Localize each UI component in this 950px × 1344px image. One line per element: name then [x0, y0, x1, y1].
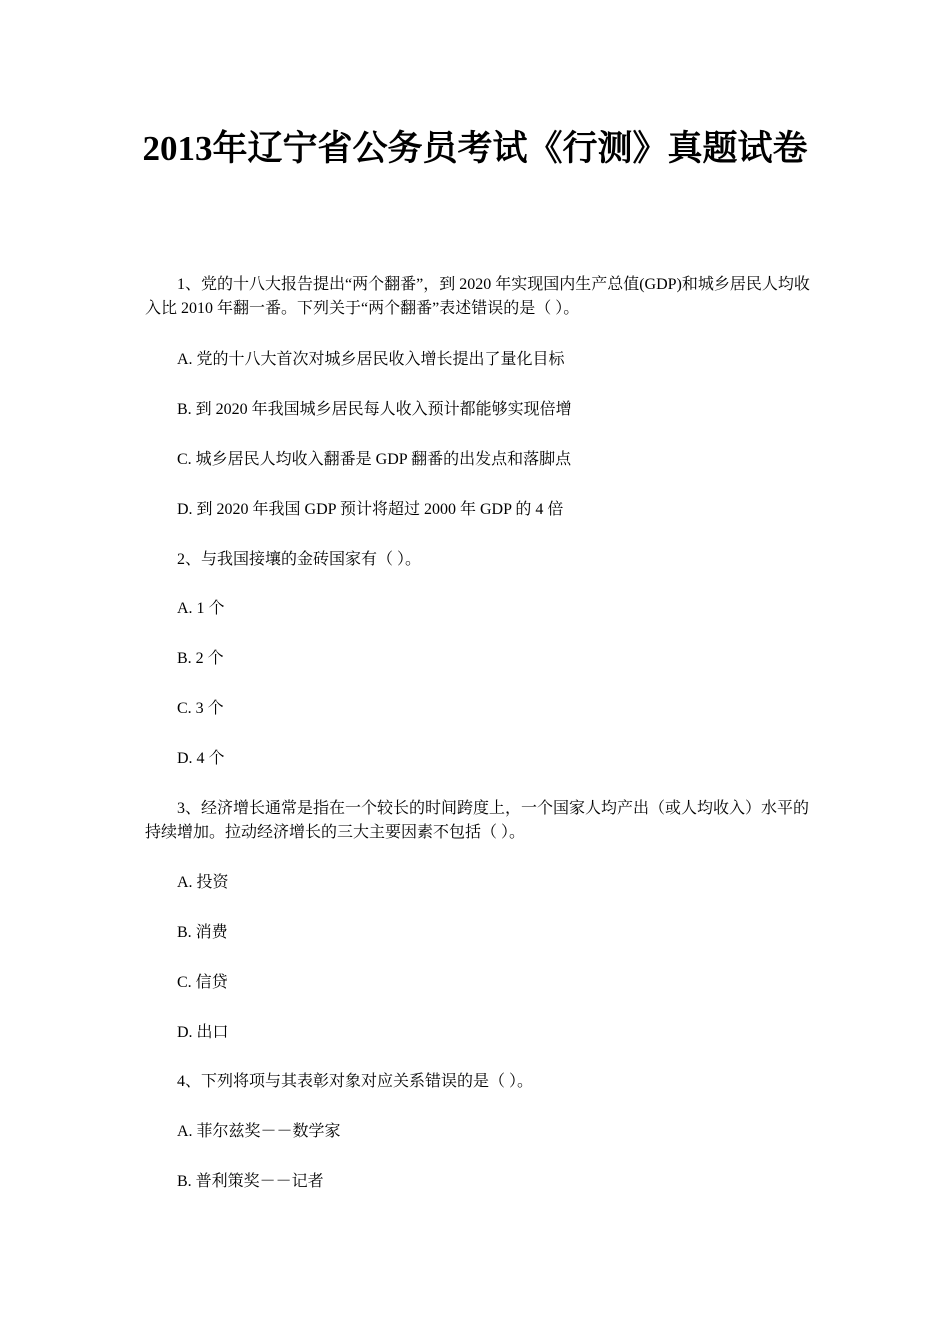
question-2-option-a: A. 1 个 — [177, 600, 225, 617]
question-2-option-d: D. 4 个 — [177, 750, 225, 767]
question-3-option-b: B. 消费 — [177, 924, 228, 941]
question-3-option-a: A. 投资 — [177, 874, 229, 891]
document-title: 2013年辽宁省公务员考试《行测》真题试卷 — [142, 129, 808, 168]
question-2-stem: 2、与我国接壤的金砖国家有（ ）。 — [177, 551, 422, 568]
question-3-option-d: D. 出口 — [177, 1024, 229, 1041]
question-2-option-b: B. 2 个 — [177, 650, 224, 667]
question-1-option-d: D. 到 2020 年我国 GDP 预计将超过 2000 年 GDP 的 4 倍 — [177, 501, 564, 518]
question-1-stem: 1、党的十八大报告提出“两个翻番”，到 2020 年实现国内生产总值(GDP)和城乡居民人均收入比 2010 年翻一番。下列关于“两个翻番”表述错误的是（ ）。 — [145, 276, 810, 317]
question-4-stem: 4、下列将项与其表彰对象对应关系错误的是（ ）。 — [177, 1073, 534, 1090]
question-2-option-c: C. 3 个 — [177, 700, 224, 717]
question-3-option-c: C. 信贷 — [177, 974, 228, 991]
question-1-option-a: A. 党的十八大首次对城乡居民收入增长提出了量化目标 — [177, 351, 565, 368]
question-1-option-b: B. 到 2020 年我国城乡居民每人收入预计都能够实现倍增 — [177, 401, 572, 418]
question-4-option-a: A. 菲尔兹奖－－数学家 — [177, 1123, 341, 1140]
question-4-option-b: B. 普利策奖－－记者 — [177, 1173, 324, 1190]
question-3-stem: 3、经济增长通常是指在一个较长的时间跨度上，一个国家人均产出（或人均收入）水平的持续增加。拉动经济增长的三大主要因素不包括（ ）。 — [145, 800, 810, 841]
question-1-option-c: C. 城乡居民人均收入翻番是 GDP 翻番的出发点和落脚点 — [177, 451, 572, 468]
